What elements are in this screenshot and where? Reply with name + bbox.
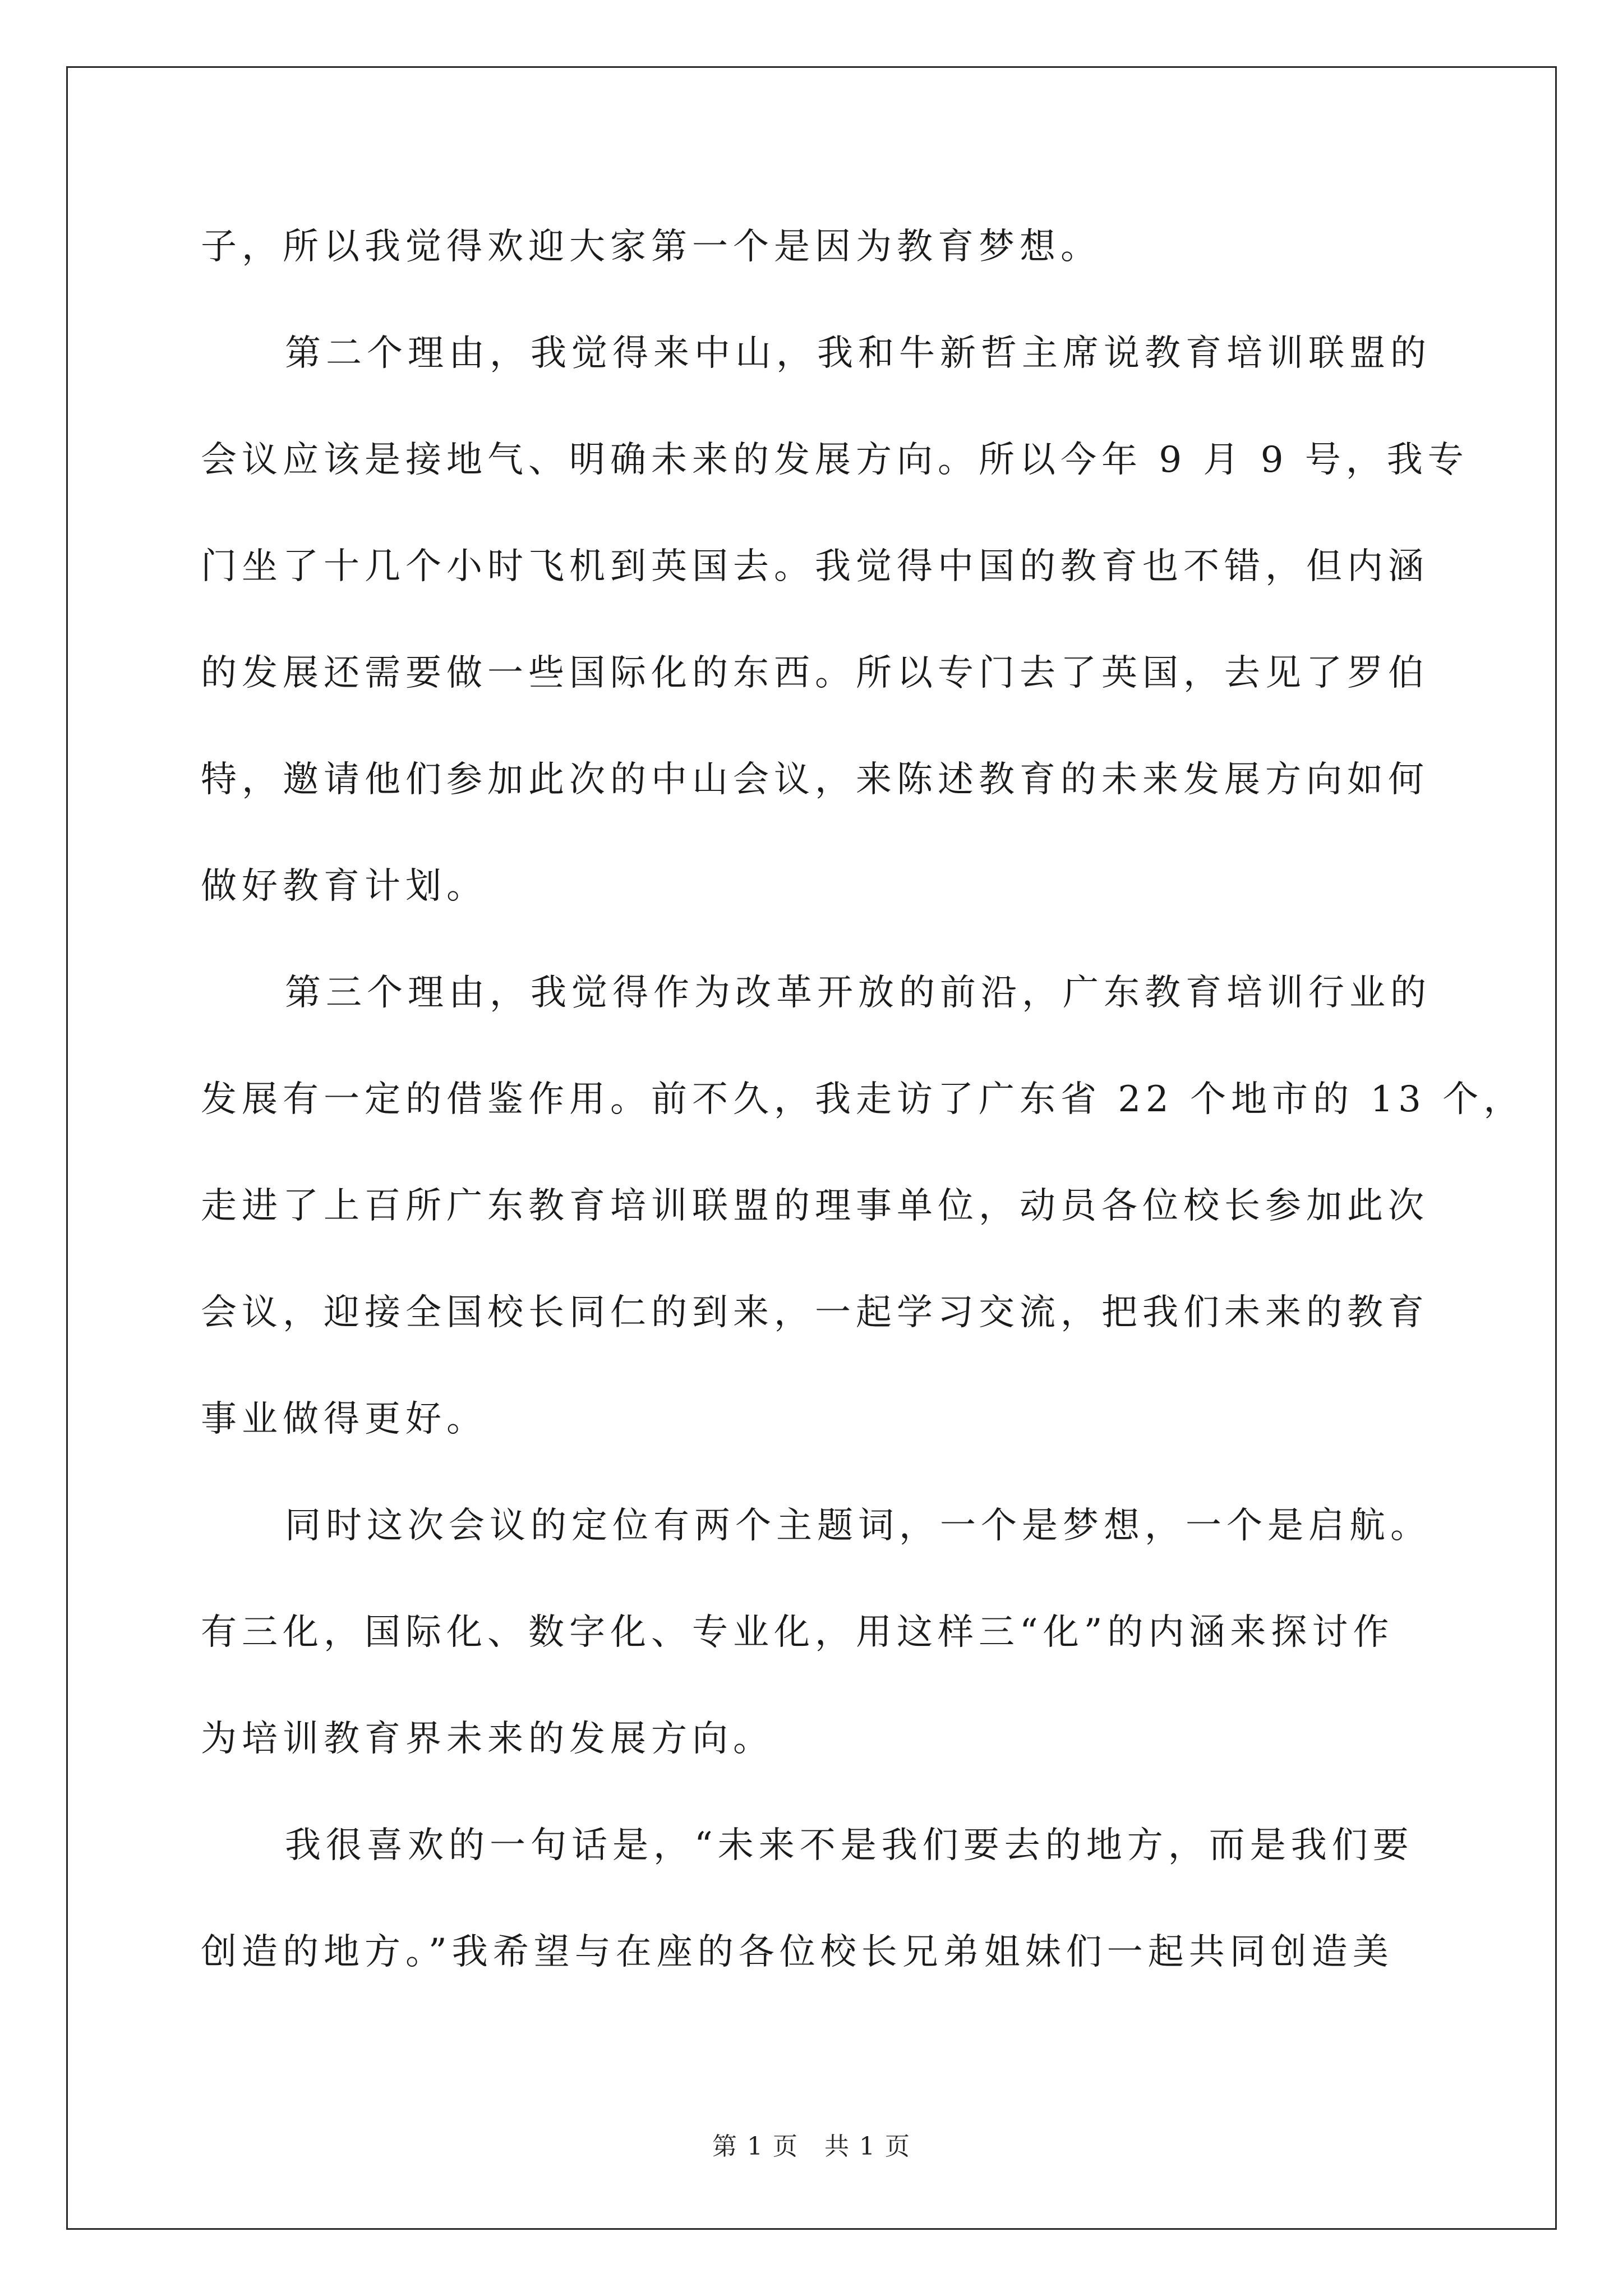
page-number-footer: 第 1 页 共 1 页 [712,2132,911,2161]
text-line: 会议应该是接地气、明确未来的发展方向。所以今年 9 月 9 号，我专 [201,439,1469,481]
text-line: 为培训教育界未来的发展方向。 [201,1718,774,1760]
text-line: 同时这次会议的定位有两个主题词，一个是梦想，一个是启航。 [285,1505,1431,1547]
text-line: 的发展还需要做一些国际化的东西。所以专门去了英国，去见了罗伯 [201,652,1429,694]
document-body [201,208,1525,2019]
text-line: 有三化，国际化、数字化、专业化，用这样三“化”的内涵来探讨作 [201,1612,1394,1653]
text-line: 第三个理由，我觉得作为改革开放的前沿，广东教育培训行业的 [285,972,1431,1014]
text-line: 发展有一定的借鉴作用。前不久，我走访了广东省 22 个地市的 13 个， [201,1079,1525,1120]
text-line: 特，邀请他们参加此次的中山会议，来陈述教育的未来发展方向如何 [201,759,1429,800]
text-line: 第二个理由，我觉得来中山，我和牛新哲主席说教育培训联盟的 [285,333,1431,374]
text-line: 会议，迎接全国校长同仁的到来，一起学习交流，把我们未来的教育 [201,1292,1429,1333]
text-line: 门坐了十几个小时飞机到英国去。我觉得中国的教育也不错，但内涵 [201,546,1429,587]
text-line: 做好教育计划。 [201,866,487,907]
text-line: 子，所以我觉得欢迎大家第一个是因为教育梦想。 [201,226,1101,268]
text-line: 我很喜欢的一句话是，“未来不是我们要去的地方，而是我们要 [285,1825,1414,1866]
text-line: 创造的地方。”我希望与在座的各位校长兄弟姐妹们一起共同创造美 [201,1931,1394,1973]
text-line: 事业做得更好。 [201,1398,487,1440]
text-line: 走进了上百所广东教育培训联盟的理事单位，动员各位校长参加此次 [201,1185,1429,1227]
